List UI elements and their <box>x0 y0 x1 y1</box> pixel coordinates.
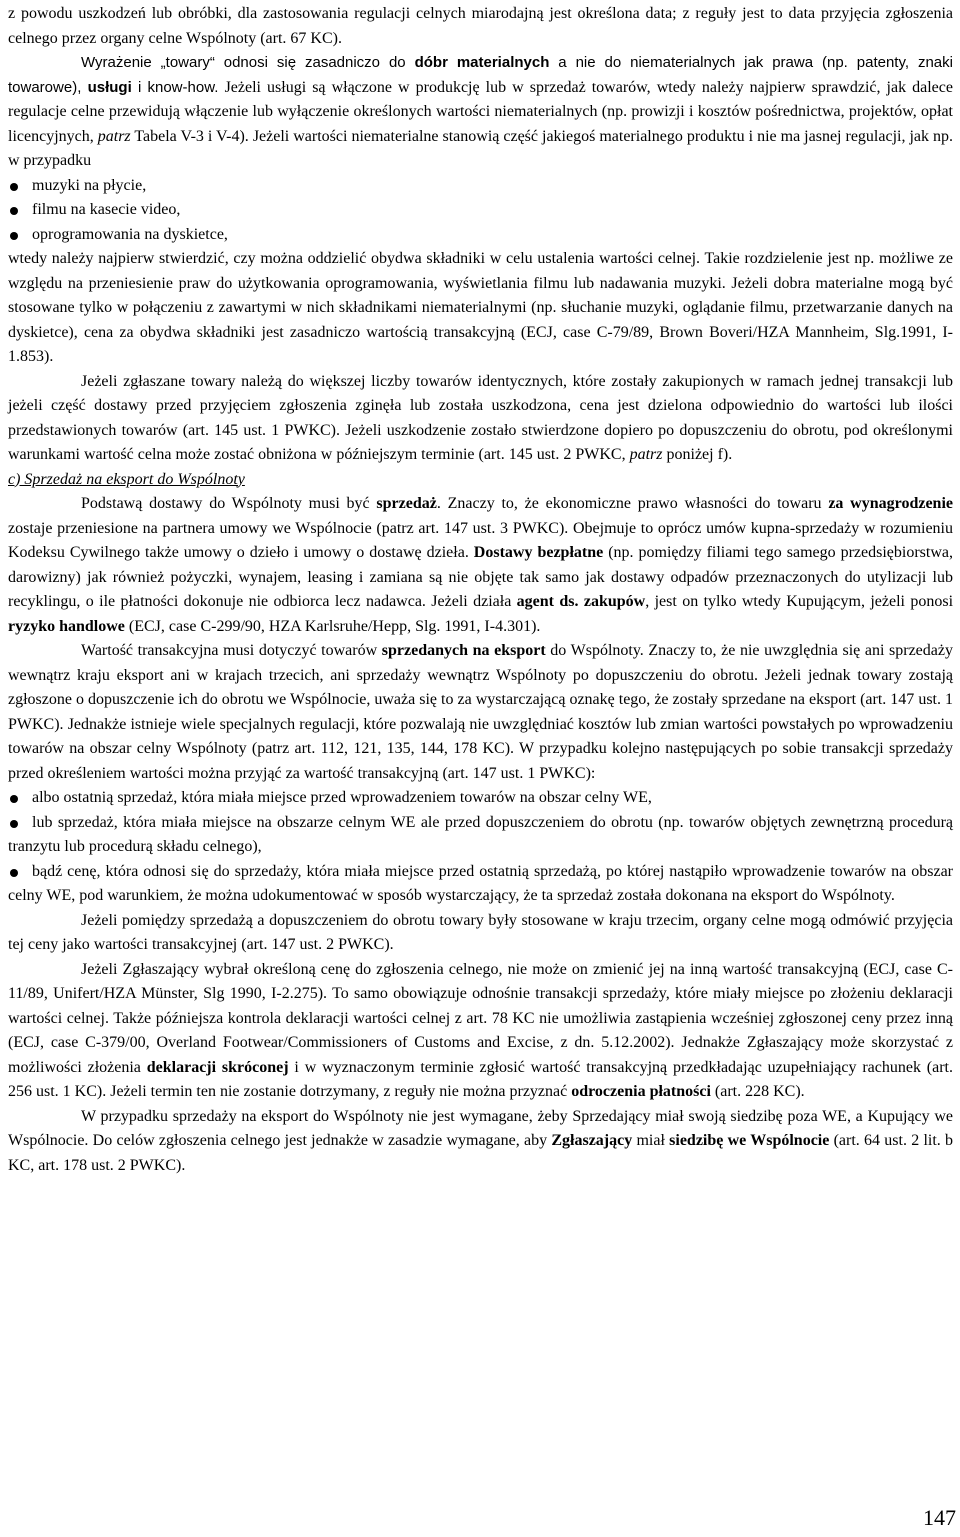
paragraph-export-sale <box>8 639 953 786</box>
text: Jeżeli zgłaszane towary należą do większej liczby towarów identycznych, które zostały zakupionych w ramach jednej transakcji lub jeżeli część dostawy przed przyjęciem zgłoszenia zginęła lub została uszkodzona, cena jest dzielona odpowiednio do wartości lub ilości przedstawionych towarów (art. 145 ust. 1 PWKC). Jeżeli uszkodzenie zostało stwierdzone dopiero po dopuszczeniu do obrotu, pod określonymi warunkami wartość celna może zostać obniżona w późniejszym terminie (art. 145 ust. 2 PWKC, <box>8 372 953 463</box>
text: (np. pomiędzy filiami tego samego przedsiębiorstwa, darowizny) jak również pożyczki, wynajem, leasing i zamiana są nie objęte tak samo jak dostawy odpadów przeznaczonych do utylizacji lub recyklingu, o ile płatności dokonuje nie odbiorca lecz nadawca. Jeżeli działa <box>8 544 954 610</box>
italic-text: patrz <box>97 127 131 145</box>
paragraph-separation <box>8 247 953 370</box>
text: zostaje przeniesione na partnera umowy we Wspólnocie (patrz art. 147 ust. 3 PWKC). Obejmuje to oprócz umów kupna-sprzedaży w rozumieniu Kodeksu Cywilnego także umowy o dzieło i umowy o dostawę dzieła. <box>8 519 953 561</box>
text: do Wspólnoty. Znaczy to, że nie uwzględnia się ani sprzedaży wewnątrz kraju eksport ani w krajach trzecich, ani sprzedaży wewnątrz Wspólnoty po dopuszczeniu do obrotu. Jeżeli jednak towary zostają zgłoszone o dopuszczenie ich do obrotu we Wspólnocie, uważa się to za wystarczającą oznakę tego, że zostały sprzedane na eksport (art. 147 ust. 1 PWKC). Jednakże istnieje wiele specjalnych regulacji, które pozwalają nie uwzględniać kosztów lub zmian wartości powstałych po wprowadzeniu towarów na obszar celny Wspólnoty (patrz art. 112, 121, 135, 144, 178 KC). W przypadku kolejno następujących po sobie transakcji sprzedaży przed określeniem wartości można przyjąć za wartość transakcyjną (art. 147 ust. 1 PWKC): <box>8 642 953 782</box>
bold-text: siedzibę we Wspólnocie <box>669 1132 830 1149</box>
bold-text: agent ds. zakupów <box>516 593 646 610</box>
paragraph-seat <box>8 1105 953 1179</box>
text: Jeżeli wartości niematerialne stanowią część jakiegoś materialnego produktu i nie ma jasnej regulacji, jak np. w przypadku <box>8 127 954 169</box>
italic-text: patrz <box>629 446 663 463</box>
text: Wartość transakcyjna musi dotyczyć towarów <box>81 642 382 659</box>
text: Podstawą dostawy do Wspólnoty musi być <box>81 495 377 512</box>
bold-text: za wynagrodzenie <box>828 495 953 512</box>
paragraph-intro <box>8 2 953 51</box>
text: i know-how. <box>131 78 225 96</box>
text: W przypadku sprzedaży na eksport do Wspólnoty nie jest wymagane, żeby Sprzedający miał swoją siedzibę poza WE, a Kupujący we Wspólnocie. Do celów zgłoszenia celnego jest jednakże w zasadzie wymagane, aby <box>8 1107 953 1149</box>
heading-text: c) Sprzedaż na eksport do Wspólnoty <box>8 470 245 488</box>
paragraph-goods-definition <box>8 51 953 174</box>
page-number: 147 <box>923 1505 956 1530</box>
bold-text: usługi <box>87 78 132 96</box>
text: Jeżeli Zgłaszający wybrał określoną cenę do zgłoszenia celnego, nie może on zmienić jej na inną wartość transakcyjną (ECJ, case C-11/89, Unifert/HZA Münster, Slg 1990, I-2.275). To samo obowiązuje odnośnie transakcji sprzedaży, które miały miejsce po złożeniu deklaracji wartości celnej. Także późniejsza kontrola deklaracji wartości celnej z art. 78 KC nie umożliwia zastąpienia wcześniej zgłoszonej ceny przez inną (ECJ, case C-379/00, Overland Footwear/Commissioners of Customs and Excise, z dn. 5.12.2002). Jednakże Zgłaszający może skorzystać z możliwości złożenia <box>8 960 953 1076</box>
bold-text: deklaracji skróconej <box>146 1058 289 1076</box>
bold-text: Zgłaszający <box>551 1132 633 1149</box>
bold-text: sprzedaż <box>376 495 437 512</box>
text: wtedy należy najpierw stwierdzić, czy można oddzielić obydwa składniki w celu ustalenia wartości celnej. Takie rozdzielenie jest np. możliwe ze względu na przeniesienie praw do użytkowania oprogramowania, wyświetlania filmu lub nadawania muzyki. Jeżeli dobra materialne mogą być stosowane tylko w połączeniu z zawartymi w nich składnikami niematerialnymi (np. słuchanie muzyki, oglądanie filmu, przetwarzanie danych na dyskietce), cena za obydwa składniki jest zasadniczo wartością transakcyjną (ECJ, case C-79/89, Brown Boveri/HZA Mannheim, Slg.1991, I-1.853). <box>8 250 953 365</box>
list-item: albo ostatnią sprzedaż, która miała miejsce przed wprowadzeniem towarów na obszar celny WE, <box>8 786 953 811</box>
bold-text: dóbr materialnych <box>414 54 550 71</box>
text: (ECJ, case C-299/90, HZA Karlsruhe/Hepp, Slg. 1991, I-4.301). <box>124 617 541 635</box>
text: Jeżeli usługi są włączone w produkcję lub w sprzedaż towarów, wtedy należy najpierw sprawdzić, jak dalece regulacje celne przewidują włączenie lub wyłączenie określonych wartości niematerialnych (np. prowizji i kosztów pośrednictwa, projektów, opłat licencyjnych, <box>8 78 953 145</box>
paragraph-sale <box>8 492 953 639</box>
list-item: bądź cenę, która odnosi się do sprzedaży, która miała miejsce przed ostatnią sprzedażą, po której nastąpiło wprowadzenie towarów na obszar celny WE, pod warunkiem, że można udokumentować w sposób wystarczający, że ta sprzedaż została dokonana na eksport do Wspólnoty. <box>8 860 953 909</box>
bold-text: sprzedanych na eksport <box>381 642 546 659</box>
text: a nie do niematerialnych jak prawa (np. patenty, znaki towarowe), <box>8 54 953 96</box>
text: , jest on tylko wtedy Kupującym, jeżeli ponosi <box>645 593 954 610</box>
text: Jeżeli pomiędzy sprzedażą a dopuszczeniem do obrotu towary były stosowane w kraju trzecim, organy celne mogą odmówić przyjęcia tej ceny jako wartości transakcyjnej (art. 147 ust. 2 PWKC). <box>8 911 953 953</box>
list-item: oprogramowania na dyskietce, <box>8 223 953 248</box>
text: i w wyznaczonym terminie zgłosić wartość transakcyjną przedkładając uzupełniający rachunek (art. 256 ust. 1 KC). Jeżeli termin ten nie zostanie dotrzymany, z reguły nie można przyznać <box>8 1058 954 1100</box>
text: z powodu uszkodzeń lub obróbki, dla zastosowania regulacji celnych miarodajną jest określona data; z reguły jest to data przyjęcia zgłoszenia celnego przez organy celne Wspólnoty (art. 67 KC). <box>8 5 953 47</box>
text: (art. 228 KC). <box>710 1083 805 1100</box>
list-item: filmu na kasecie video, <box>8 198 953 223</box>
section-heading-c <box>8 468 953 493</box>
paragraph-identical-goods <box>8 370 953 468</box>
paragraph-third-country <box>8 909 953 958</box>
bold-text: odroczenia płatności <box>571 1083 711 1100</box>
bullet-list-media <box>8 174 953 248</box>
paragraph-declarant-price <box>8 958 953 1105</box>
text: (art. 64 ust. 2 lit. b KC, art. 178 ust. 2 PWKC). <box>8 1132 954 1174</box>
list-item: muzyki na płycie, <box>8 174 953 199</box>
text: . Znaczy to, że ekonomiczne prawo własności do towaru <box>436 495 829 512</box>
text: poniżej f). <box>662 446 733 463</box>
list-item: lub sprzedaż, która miała miejsce na obszarze celnym WE ale przed dopuszczeniem do obrotu (np. towarów objętych zewnętrzną procedurą tranzytu lub procedurą składu celnego), <box>8 811 953 860</box>
bullet-list-transactions <box>8 786 953 909</box>
bold-text: Dostawy bezpłatne <box>473 544 604 561</box>
text: miał <box>632 1132 670 1149</box>
bold-text: ryzyko handlowe <box>8 617 125 635</box>
text: Tabela V-3 i V-4). <box>130 127 253 145</box>
text: Wyrażenie „towary“ odnosi się zasadniczo do <box>81 54 415 71</box>
